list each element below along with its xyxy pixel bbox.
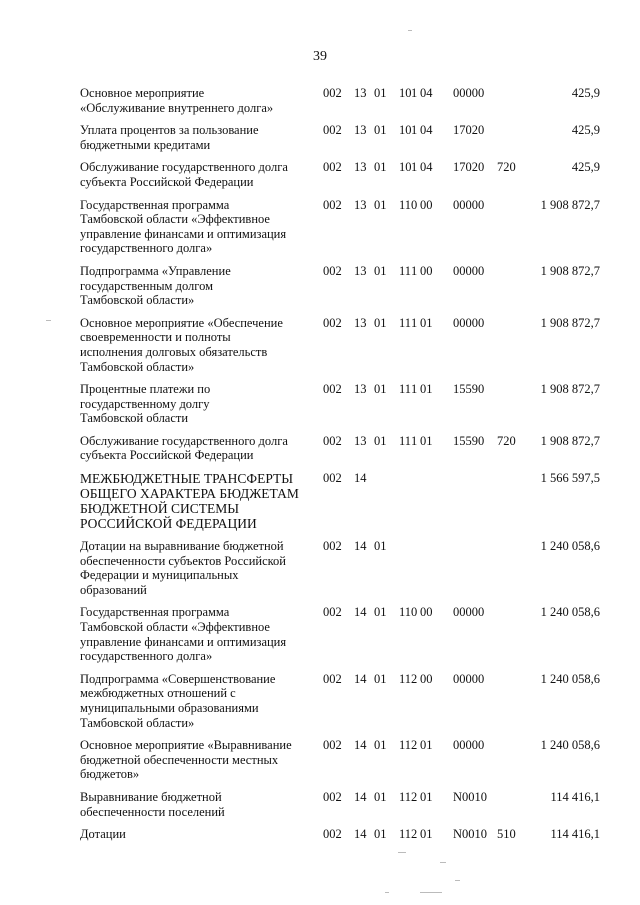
row-name-line: бюджетной обеспеченности местных: [80, 752, 279, 767]
section-code: 13: [354, 197, 367, 212]
target-code-measure: 01: [420, 827, 433, 842]
target-code-measure: 04: [420, 86, 433, 100]
expense-type-code: 720: [497, 433, 516, 448]
row-name-line: управление финансами и оптимизация: [80, 226, 287, 241]
target-code-measure: 04: [420, 160, 433, 175]
target-code-program: 11: [399, 605, 412, 620]
target-code-subprogram: 1: [411, 263, 418, 278]
section-code: 14: [354, 827, 367, 842]
target-code-program: 11: [399, 315, 412, 330]
row-name: [80, 382, 305, 426]
target-code-measure: 01: [420, 738, 433, 753]
row-name-line: государственного долга»: [80, 649, 213, 664]
subsection-code: 01: [374, 382, 387, 397]
table-row: [80, 198, 600, 256]
row-name-line: ОБЩЕГО ХАРАКТЕРА БЮДЖЕТАМ: [80, 486, 299, 502]
row-name: [80, 471, 305, 531]
row-name-line: субъекта Российской Федерации: [80, 174, 254, 189]
section-code: 14: [354, 539, 367, 554]
ved-code: 002: [323, 539, 342, 554]
row-name-line: Дотации: [80, 827, 126, 842]
amount: 1 240 058,6: [540, 671, 600, 686]
target-code-subprogram: 2: [411, 789, 418, 804]
target-code-subprogram: 1: [411, 160, 418, 175]
ved-code: 002: [323, 160, 342, 175]
target-code-subprogram: 2: [411, 738, 418, 753]
row-name-line: межбюджетных отношений с: [80, 686, 236, 701]
table-row: [80, 316, 600, 374]
row-name: [80, 160, 305, 189]
amount: 1 240 058,6: [540, 605, 600, 620]
subsection-code: 01: [374, 671, 387, 686]
amount: 1 908 872,7: [540, 315, 600, 330]
target-code-program: 10: [399, 86, 412, 100]
scan-speck: [440, 862, 446, 863]
section-code: 13: [354, 86, 367, 100]
target-code-subprogram: 2: [411, 671, 418, 686]
row-name-line: Обслуживание государственного долга: [80, 433, 288, 448]
table-row: [80, 382, 600, 426]
subsection-code: 01: [374, 123, 387, 138]
target-code-direction: 00000: [453, 263, 485, 278]
amount: 425,9: [571, 160, 600, 175]
amount: 1 908 872,7: [540, 197, 600, 212]
target-code-program: 11: [399, 197, 412, 212]
row-name-line: государственным долгом: [80, 278, 214, 293]
subsection-code: 01: [374, 433, 387, 448]
row-name: [80, 434, 305, 463]
row-name-line: Тамбовской области «Эффективное: [80, 620, 270, 635]
table-row: [80, 160, 600, 189]
row-name-line: РОССИЙСКОЙ ФЕДЕРАЦИИ: [80, 516, 257, 532]
row-name-line: Тамбовской области: [80, 411, 189, 426]
row-name-line: Подпрограмма «Управление: [80, 263, 231, 278]
row-name: [80, 539, 305, 597]
target-code-program: 10: [399, 123, 412, 138]
target-code-direction: 00000: [453, 315, 485, 330]
row-name-line: БЮДЖЕТНОЙ СИСТЕМЫ: [80, 501, 240, 517]
section-code: 13: [354, 382, 367, 397]
section-code: 13: [354, 315, 367, 330]
target-code-direction: 00000: [453, 197, 485, 212]
scan-speck: [420, 892, 442, 893]
ved-code: 002: [323, 789, 342, 804]
section-code: 14: [354, 789, 367, 804]
row-name-line: Тамбовской области «Эффективное: [80, 212, 270, 227]
target-code-direction: N0010: [453, 827, 488, 842]
row-name: [80, 672, 305, 730]
subsection-code: 01: [374, 263, 387, 278]
target-code-measure: 00: [420, 197, 433, 212]
target-code-program: 10: [399, 160, 412, 175]
row-name-line: Дотации на выравнивание бюджетной: [80, 539, 284, 554]
section-code: 14: [354, 471, 367, 486]
target-code-program: 11: [399, 827, 412, 842]
target-code-measure: 01: [420, 433, 433, 448]
table-row: [80, 123, 600, 152]
ved-code: 002: [323, 123, 342, 138]
amount: 1 908 872,7: [540, 263, 600, 278]
table-row: [80, 790, 600, 819]
row-name-line: Федерации и муниципальных: [80, 568, 239, 583]
row-name-line: Обслуживание государственного долга: [80, 160, 288, 175]
target-code-direction: 00000: [453, 605, 485, 620]
ved-code: 002: [323, 605, 342, 620]
row-name-line: обеспеченности поселений: [80, 804, 225, 819]
subsection-code: 01: [374, 738, 387, 753]
table-row: [80, 605, 600, 663]
row-name-line: управление финансами и оптимизация: [80, 634, 287, 649]
row-name-line: бюджетов»: [80, 767, 140, 782]
amount: 425,9: [571, 123, 600, 138]
row-name-line: субъекта Российской Федерации: [80, 448, 254, 463]
subsection-code: 01: [374, 86, 387, 100]
target-code-subprogram: 1: [411, 433, 418, 448]
target-code-subprogram: 1: [411, 123, 418, 138]
page-number: 39: [313, 49, 327, 64]
subsection-code: 01: [374, 197, 387, 212]
amount: 1 908 872,7: [540, 382, 600, 397]
amount: 425,9: [571, 86, 600, 100]
row-name-line: образований: [80, 582, 147, 597]
target-code-direction: 15590: [453, 382, 485, 397]
row-name-line: Тамбовской области»: [80, 715, 195, 730]
target-code-direction: N0010: [453, 789, 488, 804]
subsection-code: 01: [374, 160, 387, 175]
scan-speck: [398, 852, 406, 853]
target-code-subprogram: 2: [411, 827, 418, 842]
target-code-direction: 00000: [453, 738, 485, 753]
amount: 1 566 597,5: [540, 471, 600, 486]
ved-code: 002: [323, 827, 342, 842]
row-name-line: Подпрограмма «Совершенствование: [80, 671, 276, 686]
row-name-line: Основное мероприятие: [80, 86, 205, 100]
target-code-direction: 00000: [453, 86, 485, 100]
row-name-line: исполнения долговых обязательств: [80, 344, 268, 359]
target-code-direction: 00000: [453, 671, 485, 686]
table-row: [80, 86, 600, 115]
row-name: [80, 264, 305, 308]
ved-code: 002: [323, 86, 342, 100]
expense-type-code: 720: [497, 160, 516, 175]
target-code-measure: 01: [420, 382, 433, 397]
table-row: [80, 738, 600, 782]
target-code-subprogram: 0: [411, 197, 418, 212]
subsection-code: 01: [374, 315, 387, 330]
budget-table: [80, 86, 600, 842]
amount: 1 908 872,7: [540, 433, 600, 448]
row-name-line: муниципальными образованиями: [80, 701, 259, 715]
scan-speck: [455, 880, 460, 881]
target-code-program: 11: [399, 671, 412, 686]
amount: 1 240 058,6: [540, 539, 600, 554]
section-code: 13: [354, 263, 367, 278]
row-name: [80, 605, 305, 663]
target-code-measure: 00: [420, 671, 433, 686]
subsection-code: 01: [374, 539, 387, 554]
ved-code: 002: [323, 671, 342, 686]
target-code-subprogram: 1: [411, 315, 418, 330]
scan-speck: [46, 320, 51, 321]
row-name-line: Государственная программа: [80, 197, 230, 212]
target-code-program: 11: [399, 382, 412, 397]
row-name: [80, 86, 305, 115]
row-name-line: Выравнивание бюджетной: [80, 789, 222, 804]
row-name-line: Уплата процентов за пользование: [80, 123, 259, 138]
amount: 114 416,1: [550, 827, 600, 842]
ved-code: 002: [323, 197, 342, 212]
row-name-line: Основное мероприятие «Обеспечение: [80, 315, 283, 330]
target-code-program: 11: [399, 738, 412, 753]
row-name-line: Тамбовской области»: [80, 359, 195, 374]
target-code-program: 11: [399, 789, 412, 804]
ved-code: 002: [323, 263, 342, 278]
row-name: [80, 316, 305, 374]
row-name-line: государственного долга»: [80, 241, 213, 256]
expense-type-code: 510: [497, 827, 516, 842]
table-row: [80, 434, 600, 463]
target-code-subprogram: 1: [411, 86, 418, 100]
target-code-direction: 17020: [453, 123, 485, 138]
row-name-line: Государственная программа: [80, 605, 230, 620]
row-name-line: бюджетными кредитами: [80, 137, 211, 152]
target-code-measure: 04: [420, 123, 433, 138]
target-code-subprogram: 0: [411, 605, 418, 620]
ved-code: 002: [323, 471, 342, 486]
row-name-line: государственному долгу: [80, 396, 210, 411]
target-code-measure: 00: [420, 605, 433, 620]
subsection-code: 01: [374, 789, 387, 804]
ved-code: 002: [323, 315, 342, 330]
row-name-line: Тамбовской области»: [80, 293, 195, 308]
target-code-subprogram: 1: [411, 382, 418, 397]
section-code: 14: [354, 671, 367, 686]
target-code-measure: 01: [420, 315, 433, 330]
scan-speck: [385, 892, 389, 893]
target-code-direction: 15590: [453, 433, 485, 448]
row-name-line: Процентные платежи по: [80, 382, 211, 397]
ved-code: 002: [323, 382, 342, 397]
row-name-line: Основное мероприятие «Выравнивание: [80, 738, 292, 753]
row-name: [80, 738, 305, 782]
section-code: 13: [354, 433, 367, 448]
target-code-program: 11: [399, 263, 412, 278]
scan-speck: [408, 30, 412, 31]
subsection-code: 01: [374, 827, 387, 842]
section-code: 14: [354, 738, 367, 753]
section-code: 13: [354, 160, 367, 175]
section-code: 14: [354, 605, 367, 620]
table-row: [80, 264, 600, 308]
table-row: [80, 672, 600, 730]
row-name-line: своевременности и полноты: [80, 330, 231, 345]
target-code-measure: 01: [420, 789, 433, 804]
ved-code: 002: [323, 433, 342, 448]
row-name: [80, 790, 305, 819]
target-code-direction: 17020: [453, 160, 485, 175]
row-name: [80, 198, 305, 256]
subsection-code: 01: [374, 605, 387, 620]
row-name: [80, 827, 305, 842]
table-row: [80, 539, 600, 597]
table-row: [80, 827, 600, 842]
amount: 1 240 058,6: [540, 738, 600, 753]
row-name-line: обеспеченности субъектов Российской: [80, 553, 286, 568]
target-code-measure: 00: [420, 263, 433, 278]
row-name-line: МЕЖБЮДЖЕТНЫЕ ТРАНСФЕРТЫ: [80, 471, 294, 487]
section-code: 13: [354, 123, 367, 138]
row-name-line: «Обслуживание внутреннего долга»: [80, 100, 274, 115]
row-name: [80, 123, 305, 152]
target-code-program: 11: [399, 433, 412, 448]
ved-code: 002: [323, 738, 342, 753]
amount: 114 416,1: [550, 789, 600, 804]
table-row: [80, 471, 600, 531]
